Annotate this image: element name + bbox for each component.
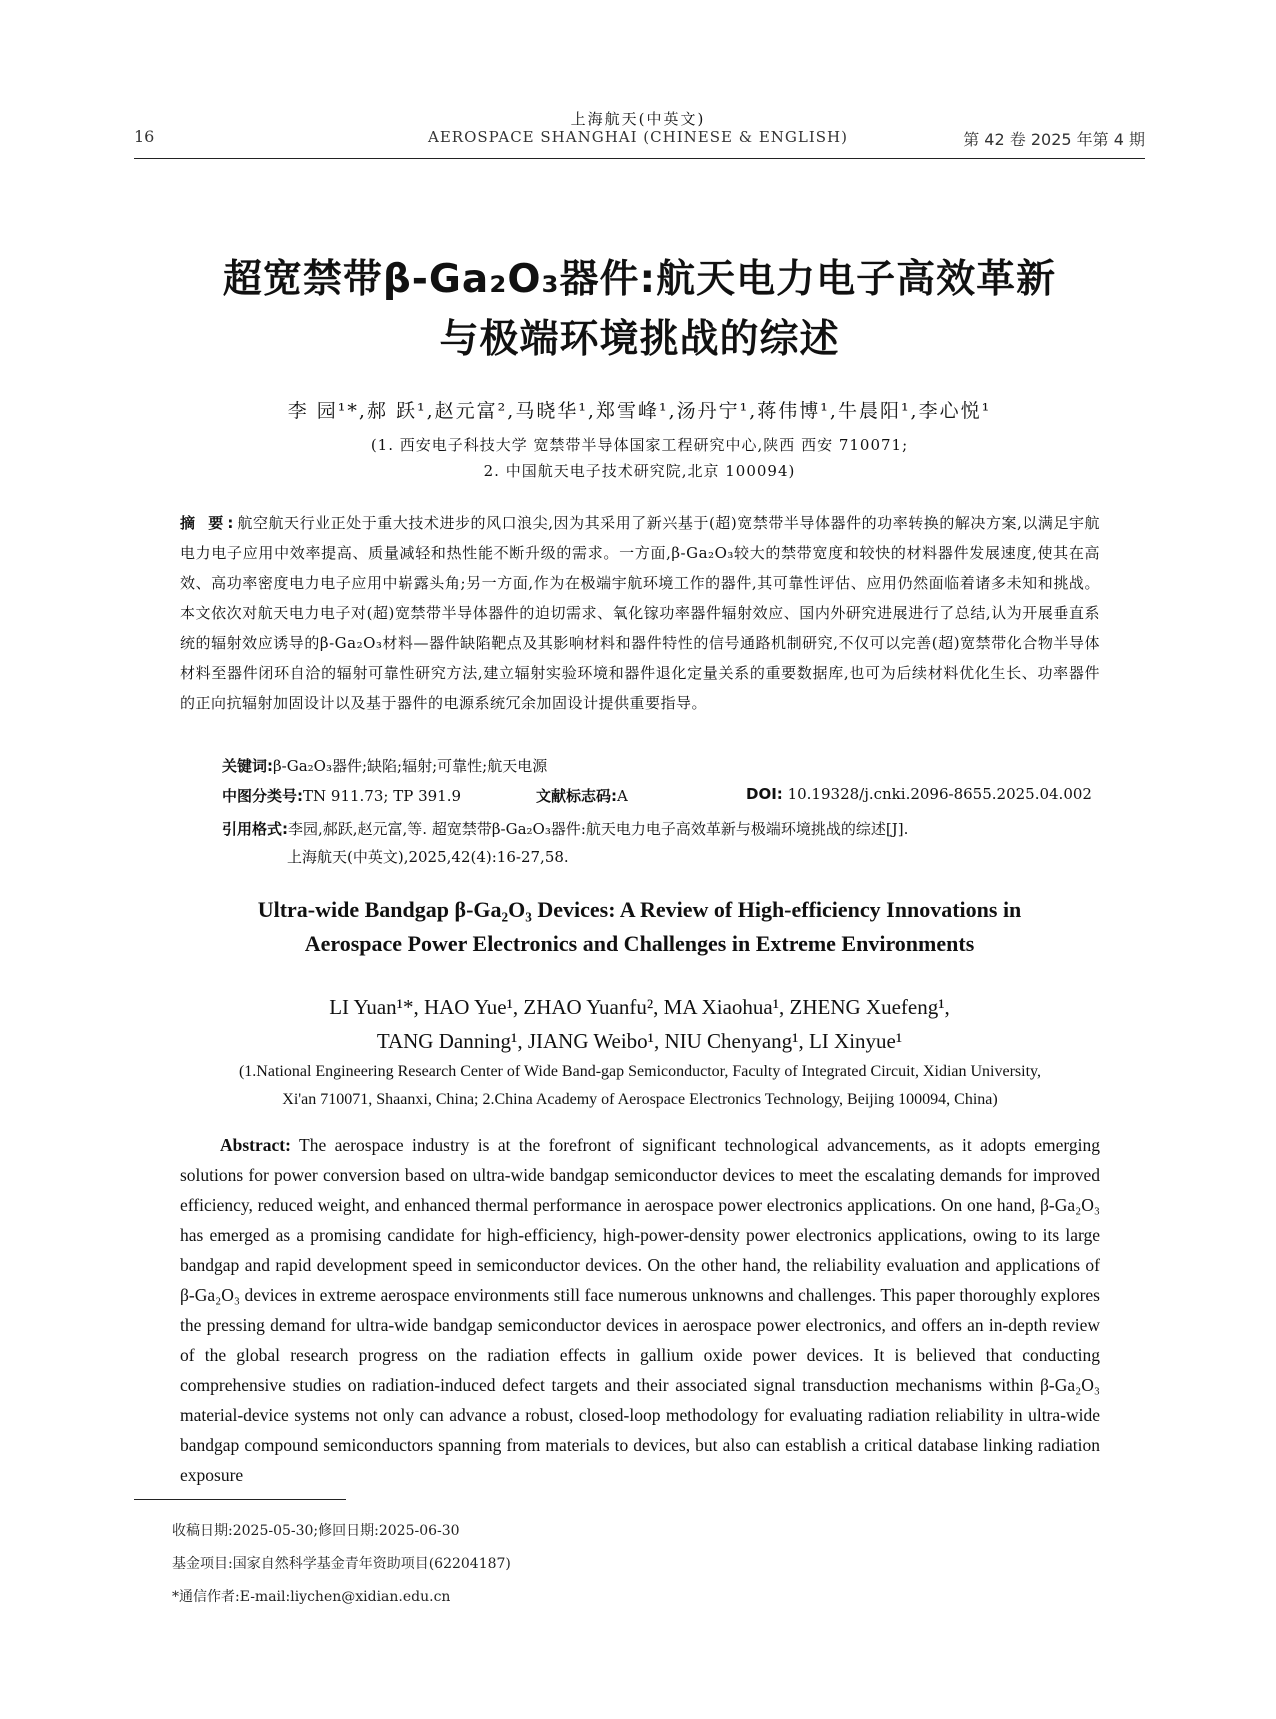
abstract-en-text: The aerospace industry is at the forefront of significant technological advancements, as it adopts emerging solutions for power conversion based on ultra-wide bandgap semiconductor devices to meet the escalating demands for improved efficiency, reduced weight, and enhanced thermal performance in aerospace power electronics applications. On one hand, β-Ga₂O₃ has emerged as a promising candidate for high-efficiency, high-power-density power electronics applications, owing to its large bandgap and rapid development speed in semiconductor devices. On the other hand, the reliability evaluation and applications of β-Ga₂O₃ devices in extreme aerospace environments still face numerous unknowns and challenges. This paper thoroughly explores the pressing demand for ultra-wide bandgap semiconductor devices in aerospace power electronics, and offers an in-depth review of the global research progress on the radiation effects in gallium oxide power devices. It is believed that conducting comprehensive studies on radiation-induced defect targets and their associated signal transduction mechanisms within β-Ga₂O₃ material-device systems not only can advance a robust, closed-loop methodology for evaluating radiation reliability in ultra-wide bandgap compound semiconductors spanning from materials to devices, but also can establish a critical database linking radiation exposure — [180, 1135, 1101, 1485]
title-en-line-1: Ultra-wide Bandgap β-Ga₂O₃ Devices: A Review of High-efficiency Innovations in — [257, 897, 1022, 922]
citation-label: 引用格式: — [222, 820, 288, 838]
clc-label: 中图分类号: — [222, 787, 303, 805]
keywords-text: β-Ga₂O₃器件;缺陷;辐射;可靠性;航天电源 — [273, 757, 548, 775]
affiliation-en-line-1: (1.National Engineering Research Center of Wide Band-gap Semiconductor, Faculty of Integrated Circuit, Xidian University, — [238, 1063, 1042, 1080]
document-code — [536, 785, 628, 806]
doi-value[interactable]: 10.19328/j.cnki.2096-8655.2025.04.002 — [787, 785, 1092, 803]
footnote-funding: 基金项目:国家自然科学基金青年资助项目(62204187) — [172, 1556, 511, 1572]
title-cn-line-2: 与极端环境挑战的综述 — [439, 317, 840, 362]
doi — [746, 785, 1092, 803]
journal-name-cn: 上海航天(中英文) — [570, 110, 706, 128]
footnote-received: 收稿日期:2025-05-30;修回日期:2025-06-30 — [172, 1523, 460, 1539]
abstract-en-label: Abstract: — [220, 1135, 291, 1155]
authors-en-line-1: LI Yuan¹*, HAO Yue¹, ZHAO Yuanfu², MA Xiaohua¹, ZHENG Xuefeng¹, — [329, 995, 950, 1019]
journal-name-en: AEROSPACE SHANGHAI (CHINESE & ENGLISH) — [428, 128, 848, 146]
page-number: 16 — [134, 127, 155, 146]
abstract-cn-text: 航空航天行业正处于重大技术进步的风口浪尖,因为其采用了新兴基于(超)宽禁带半导体器件的功率转换的解决方案,以满足宇航电力电子应用中效率提高、质量减轻和热性能不断升级的需求。一方面,β-Ga₂O₃较大的禁带宽度和较快的材料器件发展速度,使其在高效、高功率密度电力电子应用中崭露头角;另一方面,作为在极端宇航环境工作的器件,其可靠性评估、应用仍然面临着诸多未知和挑战。本文依次对航天电力电子对(超)宽禁带半导体器件的迫切需求、氧化镓功率器件辐射效应、国内外研究进展进行了总结,认为开展垂直系统的辐射效应诱导的β-Ga₂O₃材料—器件缺陷靶点及其影响材料和器件特性的信号通路机制研究,不仅可以完善(超)宽禁带化合物半导体材料至器件闭环自洽的辐射可靠性研究方法,建立辐射实验环境和器件退化定量关系的重要数据库,也可为后续材料优化生长、功率器件的正向抗辐射加固设计以及基于器件的电源系统冗余加固设计提供重要指导。 — [180, 514, 1100, 712]
issue-info: 第 42 卷 2025 年第 4 期 — [963, 130, 1145, 149]
citation-line-2: 上海航天(中英文),2025,42(4):16-27,58. — [287, 848, 569, 866]
title-en-line-2: Aerospace Power Electronics and Challenges in Extreme Environments — [304, 931, 975, 956]
affiliation-cn-line-1: (1. 西安电子科技大学 宽禁带半导体国家工程研究中心,陕西 西安 710071; — [370, 436, 909, 454]
authors-en-line-2: TANG Danning¹, JIANG Weibo¹, NIU Chenyang¹, LI Xinyue¹ — [376, 1029, 903, 1053]
paper-title-en — [134, 893, 1145, 961]
abstract-cn-label: 摘 要: — [180, 514, 238, 532]
doc-value: A — [617, 787, 628, 805]
affiliation-en — [150, 1058, 1130, 1114]
abstract-cn — [180, 508, 1100, 718]
clc-code — [222, 787, 461, 805]
affiliation-cn-line-2: 2. 中国航天电子技术研究院,北京 100094) — [483, 462, 796, 480]
authors-en — [134, 990, 1145, 1058]
keywords-label: 关键词: — [222, 757, 273, 775]
paper-title-cn — [134, 250, 1145, 370]
citation-format — [222, 815, 1102, 871]
keywords — [222, 755, 1100, 776]
doc-label: 文献标志码: — [536, 787, 617, 805]
abstract-en — [180, 1130, 1100, 1490]
affiliation-en-line-2: Xi'an 710071, Shaanxi, China; 2.China Academy of Aerospace Electronics Technology, Beijing 100094, China) — [282, 1091, 998, 1108]
title-cn-line-1: 超宽禁带β-Ga₂O₃器件:航天电力电子高效革新 — [222, 257, 1057, 302]
classification-row — [222, 785, 1100, 806]
authors-cn: 李 园¹*,郝 跃¹,赵元富²,马晓华¹,郑雪峰¹,汤丹宁¹,蒋伟博¹,牛晨阳¹,李心悦¹ — [287, 400, 992, 422]
footnote-divider — [134, 1499, 346, 1500]
header-divider — [134, 158, 1145, 159]
citation-line-1: 李园,郝跃,赵元富,等. 超宽禁带β-Ga₂O₃器件:航天电力电子高效革新与极端环境挑战的综述[J]. — [288, 820, 909, 838]
footnote-corresponding: *通信作者:E-mail:liychen@xidian.edu.cn — [172, 1589, 451, 1605]
doi-label: DOI: — [746, 785, 783, 803]
clc-value: TN 911.73; TP 391.9 — [303, 787, 462, 805]
